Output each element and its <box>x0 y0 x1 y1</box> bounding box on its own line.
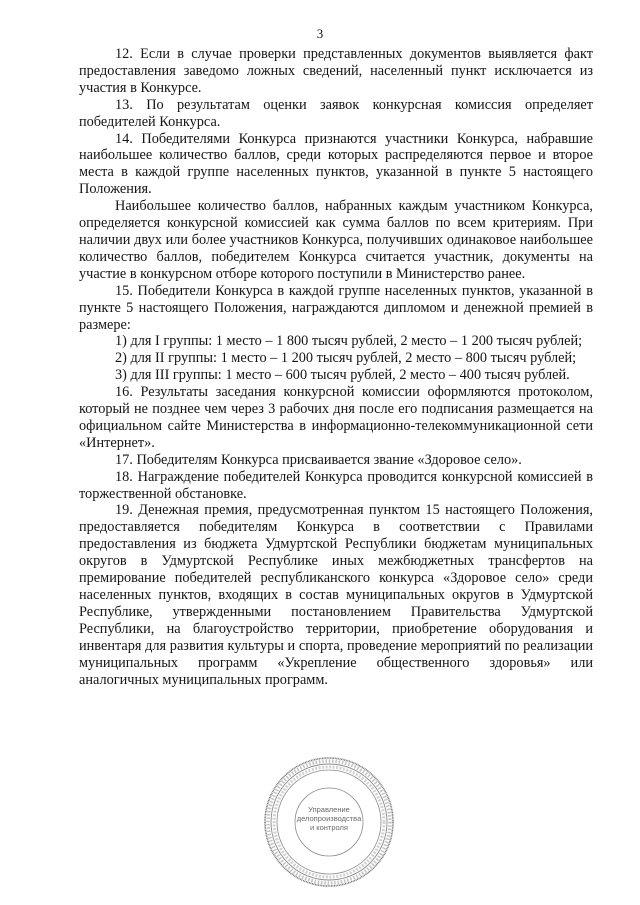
paragraph-13: 13. По результатам оценки заявок конкурсная комиссия определяет победителей Конкурса. <box>79 96 593 130</box>
stamp-line-3: и контроля <box>309 823 348 832</box>
paragraph-19: 19. Денежная премия, предусмотренная пунктом 15 настоящего Положения, предоставляется победителям Конкурса в соответствии с Правилами предоставления из бюджета Удмуртской Республики бюджетам муниципальных округов в Удмуртской Республике иных межбюджетных трансфертов на премирование победителей республиканского конкурса «Здоровое село» среди населенных пунктов, входящих в состав муниципальных округов в Удмуртской Республике, утвержденными постановлением Правительства Удмуртской Республики, на благоустройство территории, приобретение оборудования и инвентаря для развития культуры и спорта, проведение мероприятий по реализации муниципальных программ «Укрепление общественного здоровья» или аналогичных муниципальных программ. <box>79 502 593 688</box>
paragraph-15: 15. Победители Конкурса в каждой группе населенных пунктов, указанной в пункте 5 настоящего Положения, награждаются дипломом и денежной премией в размере: <box>79 282 593 333</box>
paragraph-14-continued: Наибольшее количество баллов, набранных каждым участником Конкурса, определяется конкурсной комиссией как сумма баллов по всем критериям. При наличии двух или более участников Конкурса, получивших одинаковое наибольшее количество баллов, победителем Конкурса считается участник, документы на участие в конкурсном отборе которого поступили в Министерство ранее. <box>79 198 593 282</box>
paragraph-18: 18. Награждение победителей Конкурса проводится конкурсной комиссией в торжественной обстановке. <box>79 468 593 502</box>
official-seal-stamp <box>262 755 396 889</box>
stamp-line-2: делопроизводства <box>296 814 362 823</box>
paragraph-14: 14. Победителями Конкурса признаются участники Конкурса, набравшие наибольшее количество баллов, среди которых распределяются первое и второе места в каждой группе населенных пунктов, указанной в пункте 5 настоящего Положения. <box>79 130 593 198</box>
stamp-line-1: Управление <box>308 805 350 814</box>
paragraph-17: 17. Победителям Конкурса присваивается звание «Здоровое село». <box>115 451 522 468</box>
page-number: 3 <box>316 26 324 41</box>
document-body <box>79 46 593 688</box>
prize-group-3: 3) для III группы: 1 место – 600 тысяч рублей, 2 место – 400 тысяч рублей. <box>115 367 570 384</box>
paragraph-12: 12. Если в случае проверки представленных документов выявляется факт предоставления заведомо ложных сведений, населенный пункт исключается из участия в Конкурсе. <box>79 46 593 96</box>
prize-group-1: 1) для I группы: 1 место – 1 800 тысяч рублей, 2 место – 1 200 тысяч рублей; <box>115 333 583 350</box>
prize-group-2: 2) для II группы: 1 место – 1 200 тысяч рублей, 2 место – 800 тысяч рублей; <box>115 350 577 367</box>
paragraph-16: 16. Результаты заседания конкурсной комиссии оформляются протоколом, который не позднее чем через 3 рабочих дня после его подписания размещается на официальном сайте Министерства в информационно-телекоммуникационной сети «Интернет». <box>79 384 593 451</box>
